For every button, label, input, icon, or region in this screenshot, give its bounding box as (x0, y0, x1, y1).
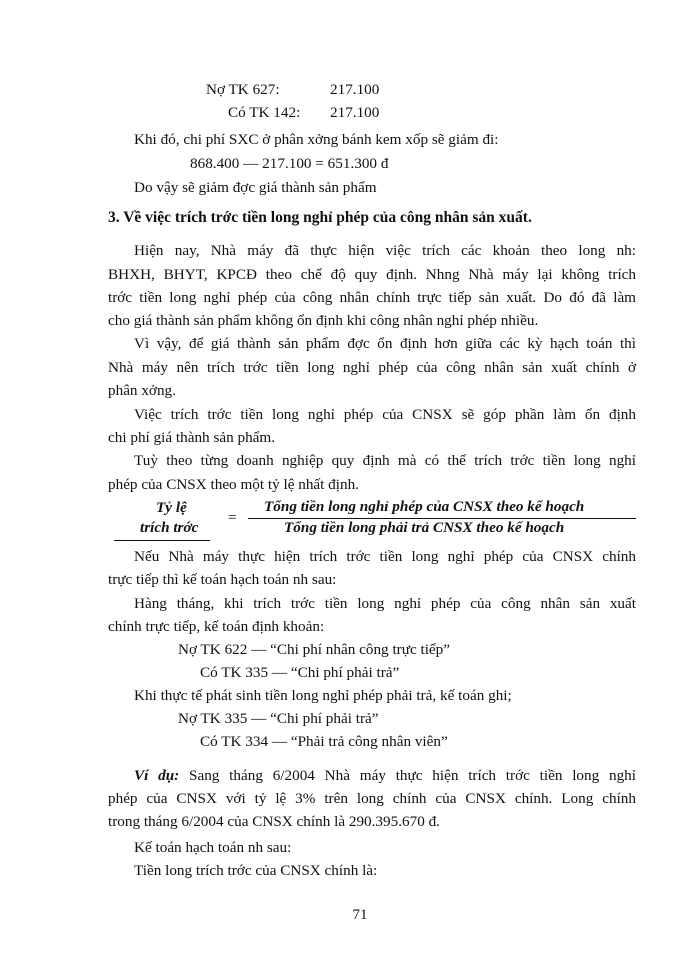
example-line (134, 766, 636, 786)
formula-lhs-rule (114, 540, 210, 541)
example-line: phép của CNSX với tỷ lệ 3% trên long chính của CNSX chính. Long chính (108, 790, 636, 807)
entry-co-label: Có TK 142: (228, 104, 301, 121)
paragraph-line: trực tiếp thì kế toán hạch toán nh sau: (108, 571, 337, 588)
paragraph-line: cho giá thành sản phẩm không ổn định khi công nhân nghỉ phép nhiều. (108, 312, 539, 329)
section-heading: 3. Về việc trích trớc tiền long nghỉ phép của công nhân sản xuất. (108, 209, 532, 226)
example-label: Ví dụ: (134, 767, 180, 784)
paragraph-line: chính trực tiếp, kế toán định khoản: (108, 618, 325, 635)
example-text: Sang tháng 6/2004 Nhà máy thực hiện trích trớc tiền long nghỉ (179, 767, 636, 784)
formula-equals: = (228, 509, 237, 526)
journal-entry-debit: Nợ TK 335 — “Chi phí phải trả” (178, 710, 379, 727)
paragraph-line: trớc tiền long nghỉ phép của công nhân chính trực tiếp sản xuất. Do đó đã làm (108, 289, 636, 306)
paragraph-line: phân xởng. (108, 382, 176, 399)
para-conclusion: Do vậy sẽ giảm đợc giá thành sản phẩm (134, 179, 377, 196)
formula-lhs-line1: Tỷ lệ (156, 499, 187, 516)
paragraph-line: phép của CNSX theo một tỷ lệ nhất định. (108, 476, 359, 493)
example-line: trong tháng 6/2004 của CNSX chính là 290.395.670 đ. (108, 813, 440, 830)
paragraph-line: Tiền long trích trớc của CNSX chính là: (134, 862, 378, 879)
paragraph-line: Việc trích trớc tiền long nghỉ phép của CNSX sẽ góp phần làm ổn định (134, 406, 636, 423)
journal-entry-credit: Có TK 334 — “Phải trả công nhân viên” (200, 733, 448, 750)
paragraph-line: Vì vậy, để giá thành sản phẩm đợc ổn định hơn giữa các kỳ hạch toán thì (134, 335, 636, 352)
para-cost-reduction: Khi đó, chi phí SXC ở phân xởng bánh kem xốp sẽ giảm đi: (134, 131, 499, 148)
paragraph-line: Kế toán hạch toán nh sau: (134, 839, 292, 856)
formula-numerator: Tổng tiền long nghỉ phép của CNSX theo kế hoạch (264, 498, 585, 515)
paragraph-line: Tuỳ theo từng doanh nghiệp quy định mà có thể trích trớc tiền long nghỉ (134, 452, 636, 469)
formula-denominator: Tổng tiền long phải trả CNSX theo kế hoạch (284, 519, 565, 536)
journal-entry-credit: Có TK 335 — “Chi phí phải trả” (200, 664, 400, 681)
journal-entry-debit: Nợ TK 622 — “Chi phí nhân công trực tiếp” (178, 641, 451, 658)
formula-lhs-line2: trích trớc (140, 519, 199, 536)
paragraph-line: BHXH, BHYT, KPCĐ theo chế độ quy định. Nhng Nhà máy lại không trích (108, 266, 636, 283)
paragraph-line: Hàng tháng, khi trích trớc tiền long nghỉ phép của công nhân sản xuất (134, 595, 636, 612)
calculation-line: 868.400 — 217.100 = 651.300 đ (190, 155, 389, 172)
paragraph-line: Khi thực tế phát sinh tiền long nghỉ phép phải trả, kế toán ghi; (134, 687, 512, 704)
entry-co-value: 217.100 (330, 104, 380, 121)
paragraph-line: chi phí giá thành sản phẩm. (108, 429, 276, 446)
paragraph-line: Hiện nay, Nhà máy đã thực hiện việc trích các khoản theo long nh: (134, 242, 636, 259)
paragraph-line: Nhà máy nên trích trớc tiền long nghỉ phép của công nhân sản xuất chính ở (108, 359, 636, 376)
entry-no-label: Nợ TK 627: (206, 81, 280, 98)
entry-no-value: 217.100 (330, 81, 380, 98)
paragraph-line: Nếu Nhà máy thực hiện trích trớc tiền long nghỉ phép của CNSX chính (134, 548, 636, 565)
page-number: 71 (352, 907, 368, 923)
